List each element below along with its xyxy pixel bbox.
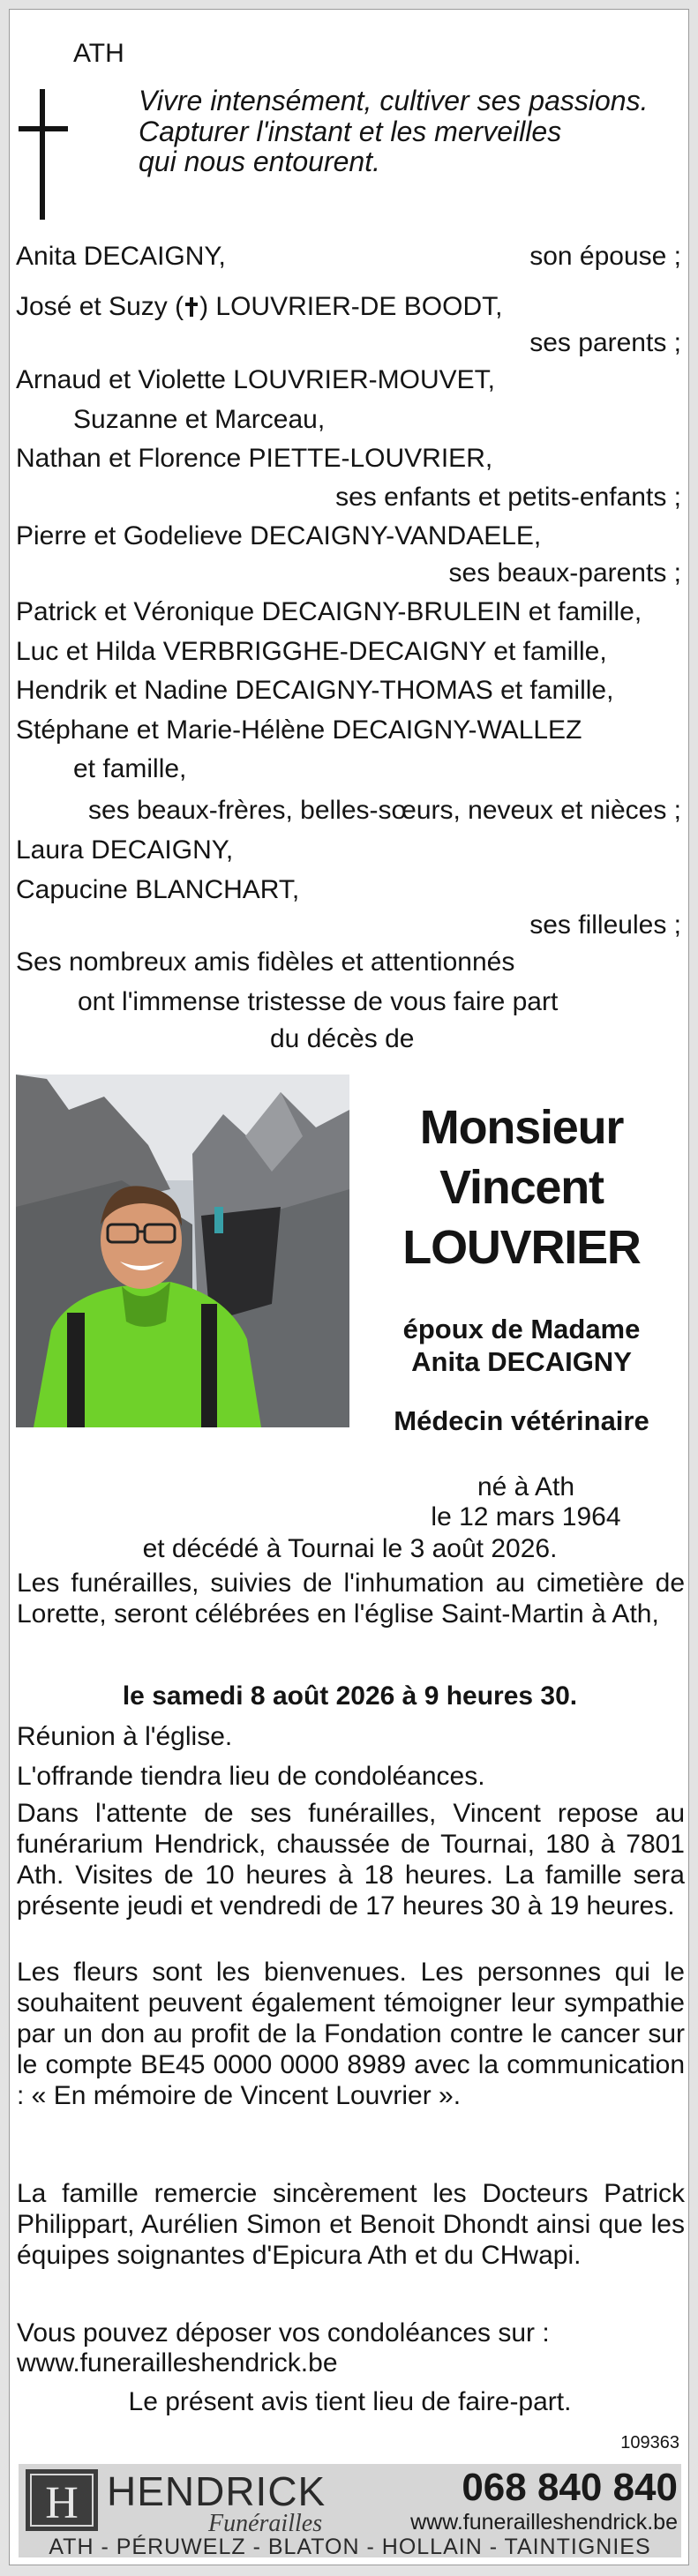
- friends-line: Ses nombreux amis fidèles et attentionnés: [16, 947, 515, 977]
- deceased-title: Monsieur: [419, 1101, 624, 1154]
- obituary-page: [9, 9, 689, 2565]
- family-line-spouse: Anita DECAIGNY,: [16, 242, 226, 271]
- locations-line: ATH - PÉRUWELZ - BLATON - HOLLAIN - TAINTIGNIES: [49, 2535, 651, 2557]
- small-cross-icon: [184, 297, 199, 317]
- brand-name: HENDRICK: [107, 2468, 326, 2514]
- quote-line-1: Vivre intensément, cultiver ses passions.: [139, 85, 649, 116]
- location-header: ATH: [73, 39, 124, 68]
- flowers-paragraph: Les fleurs sont les bienvenues. Les personnes qui le souhaitent peuvent également témoigner leur sympathie par un don au profit de la Fondation contre le cancer sur le compte BE45 0000 0000 8989 avec la communication : « En mémoire de Vincent Louvrier ».: [17, 1958, 685, 2110]
- deceased-last-name: LOUVRIER: [402, 1221, 641, 1274]
- thanks-paragraph: La famille remercie sincèrement les Docteurs Patrick Philippart, Aurélien Simon et Benoit Dhondt ainsi que les équipes soignantes d'Epicura Ath et du CHwapi.: [17, 2179, 685, 2270]
- family-line-godchildren-2: Capucine BLANCHART,: [16, 875, 300, 904]
- family-line-children-1: Arnaud et Violette LOUVRIER-MOUVET,: [16, 365, 495, 394]
- offering-line: L'offrande tiendra lieu de condoléances.: [17, 1762, 485, 1791]
- announcement-line: ont l'immense tristesse de vous faire part: [78, 987, 559, 1016]
- family-line-siblings-1: Patrick et Véronique DECAIGNY-BRULEIN et famille,: [16, 597, 642, 626]
- family-line-siblings-3: Hendrik et Nadine DECAIGNY-THOMAS et famille,: [16, 676, 614, 705]
- reference-number: 109363: [620, 2433, 679, 2452]
- hendrick-logo-icon: [26, 2469, 98, 2531]
- family-role-spouse: son épouse ;: [529, 242, 681, 271]
- family-line-siblings-2: Luc et Hilda VERBRIGGHE-DECAIGNY et famille,: [16, 637, 607, 666]
- website-link[interactable]: www.funerailleshendrick.be: [410, 2510, 678, 2535]
- family-line-siblings-5: et famille,: [73, 754, 187, 783]
- meeting-line: Réunion à l'église.: [17, 1722, 233, 1751]
- portrait-photo: [16, 1075, 349, 1427]
- family-role-parents: ses parents ;: [529, 328, 681, 357]
- family-parents-text: José et Suzy (: [16, 292, 184, 321]
- family-line-godchildren-1: Laura DECAIGNY,: [16, 835, 234, 865]
- family-role-siblings: ses beaux-frères, belles-sœurs, neveux et nièces ;: [88, 796, 681, 825]
- birth-date: le 12 mars 1964: [431, 1502, 621, 1531]
- family-role-children: ses enfants et petits-enfants ;: [335, 483, 681, 512]
- brand-subtitle: Funérailles: [208, 2510, 323, 2537]
- family-line-children-2: Suzanne et Marceau,: [73, 405, 326, 434]
- birth-place: né à Ath: [477, 1472, 575, 1501]
- spouse-line-1: époux de Madame: [402, 1314, 641, 1344]
- rest-paragraph: Dans l'attente de ses funérailles, Vincent repose au funérarium Hendrick, chaussée de Tournai, 180 à 7801 Ath. Visites de 10 heures à 18 heures. La famille sera présente jeudi et vendredi de 17 heures 30 à 19 heures.: [17, 1799, 685, 1921]
- family-line-children-3: Nathan et Florence PIETTE-LOUVRIER,: [16, 444, 493, 473]
- phone-number[interactable]: 068 840 840: [462, 2466, 678, 2509]
- notice-line: Le présent avis tient lieu de faire-part.: [128, 2387, 572, 2416]
- condolences-url[interactable]: www.funerailleshendrick.be: [17, 2348, 338, 2378]
- funeral-paragraph: Les funérailles, suivies de l'inhumation au cimetière de Lorette, seront célébrées en l'église Saint-Martin à Ath,: [17, 1569, 685, 1629]
- family-line-parents: [16, 294, 502, 320]
- logo-letter: H: [45, 2478, 79, 2528]
- profession: Médecin vétérinaire: [394, 1405, 649, 1436]
- death-line: et décédé à Tournai le 3 août 2026.: [142, 1534, 558, 1563]
- condolences-intro: Vous pouvez déposer vos condoléances sur :: [17, 2318, 550, 2348]
- funeral-home-footer: [19, 2464, 681, 2557]
- quote-line-3: qui nous entourent.: [139, 146, 380, 177]
- deceased-first-name: Vincent: [439, 1161, 604, 1214]
- family-line-siblings-4: Stéphane et Marie-Hélène DECAIGNY-WALLEZ: [16, 715, 582, 745]
- funeral-date: le samedi 8 août 2026 à 9 heures 30.: [122, 1681, 578, 1711]
- family-parents-text-after: ) LOUVRIER-DE BOODT,: [199, 292, 503, 321]
- family-role-godchildren: ses filleules ;: [529, 910, 681, 940]
- deces-line: du décès de: [270, 1024, 415, 1053]
- family-role-in-laws: ses beaux-parents ;: [448, 558, 681, 588]
- spouse-line-2: Anita DECAIGNY: [411, 1346, 632, 1377]
- family-line-in-laws: Pierre et Godelieve DECAIGNY-VANDAELE,: [16, 521, 542, 550]
- cross-icon: [19, 89, 68, 220]
- quote-line-2: Capturer l'instant et les merveilles: [139, 116, 562, 147]
